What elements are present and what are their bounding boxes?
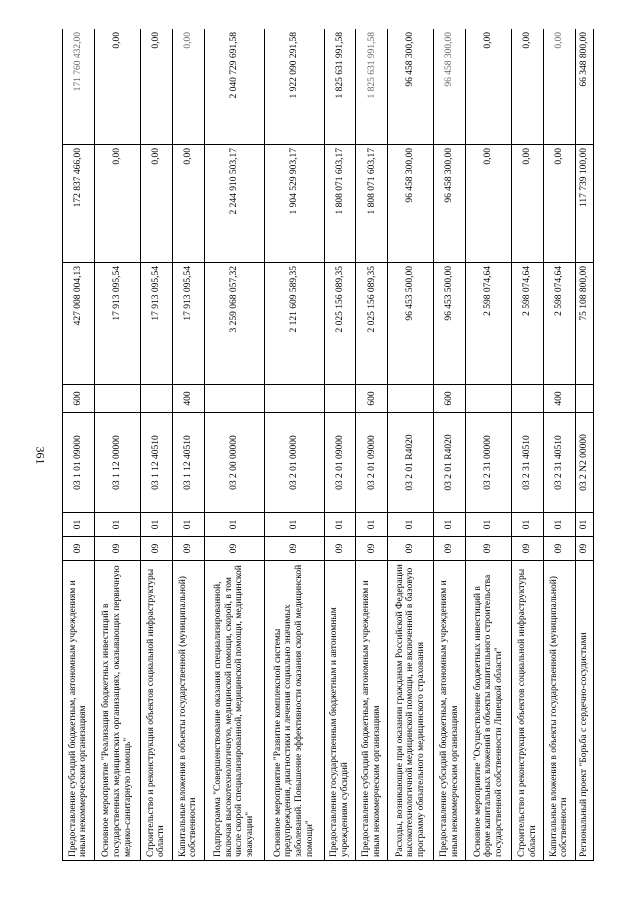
expense-type-cell: [575, 385, 593, 413]
row-name-cell: Региональный проект "Борьба с сердечно-сосудистыми: [575, 561, 593, 861]
grbs-code-cell: 09: [264, 537, 324, 561]
grbs-code-cell: 09: [63, 537, 95, 561]
row-name-cell: Капитальные вложения в объекты государственной (муниципальной) собственности: [172, 561, 204, 861]
expense-type-cell: [324, 385, 356, 413]
table-row: [544, 29, 576, 861]
table-row: [324, 29, 356, 861]
table-row: [172, 29, 204, 861]
target-article-cell: 03 1 12 40510: [140, 413, 172, 513]
expense-type-cell: [94, 385, 140, 413]
row-name-cell: Предоставление субсидий бюджетным, автономным учреждениям и иным некоммерческим организациям: [63, 561, 95, 861]
expense-type-cell: 400: [544, 385, 576, 413]
table-row: [575, 29, 593, 861]
row-name-cell: Основное мероприятие "Осуществление бюджетных инвестиций в форме капитальных вложений в объекты капитального строительства государственной собственности Липецкой области": [466, 561, 512, 861]
amount-year2-cell: 2 244 910 503,17: [204, 145, 264, 263]
grbs-code-cell: 09: [434, 537, 466, 561]
section-code-cell: 01: [264, 513, 324, 537]
section-code-cell: 01: [544, 513, 576, 537]
budget-table: [62, 29, 594, 861]
table-row: [140, 29, 172, 861]
table-row: [512, 29, 544, 861]
amount-year1-cell: 3 259 068 057,32: [204, 263, 264, 385]
grbs-code-cell: 09: [575, 537, 593, 561]
grbs-code-cell: 09: [324, 537, 356, 561]
row-name-cell: Капитальные вложения в объекты государственной (муниципальной) собственности: [544, 561, 576, 861]
section-code-cell: 01: [140, 513, 172, 537]
amount-year3-cell: 96 458 300,00: [388, 29, 434, 145]
target-article-cell: 03 1 12 40510: [172, 413, 204, 513]
amount-year1-cell: 2 598 074,64: [466, 263, 512, 385]
table-row: [94, 29, 140, 861]
budget-table-container: [62, 29, 594, 861]
expense-type-cell: 600: [356, 385, 388, 413]
amount-year2-cell: 96 458 300,00: [434, 145, 466, 263]
table-row: [63, 29, 95, 861]
row-name-cell: Строительство и реконструкция объектов социальной инфраструктуры области: [512, 561, 544, 861]
row-name-cell: Предоставление государственным бюджетным и автономным учреждениям субсидий: [324, 561, 356, 861]
amount-year2-cell: 1 808 071 603,17: [356, 145, 388, 263]
section-code-cell: 01: [434, 513, 466, 537]
amount-year2-cell: 1 808 071 603,17: [324, 145, 356, 263]
amount-year2-cell: 0,00: [544, 145, 576, 263]
target-article-cell: 03 1 12 00000: [94, 413, 140, 513]
amount-year1-cell: 17 913 095,54: [94, 263, 140, 385]
amount-year3-cell: 0,00: [140, 29, 172, 145]
amount-year3-cell: 0,00: [466, 29, 512, 145]
grbs-code-cell: 09: [94, 537, 140, 561]
target-article-cell: 03 2 31 40510: [512, 413, 544, 513]
expense-type-cell: 600: [434, 385, 466, 413]
section-code-cell: 01: [512, 513, 544, 537]
grbs-code-cell: 09: [466, 537, 512, 561]
expense-type-cell: 600: [63, 385, 95, 413]
amount-year1-cell: 427 008 004,13: [63, 263, 95, 385]
section-code-cell: 01: [94, 513, 140, 537]
expense-type-cell: [204, 385, 264, 413]
target-article-cell: 03 2 01 09000: [356, 413, 388, 513]
amount-year2-cell: 0,00: [94, 145, 140, 263]
target-article-cell: 03 2 01 R4020: [434, 413, 466, 513]
amount-year1-cell: 17 913 095,54: [172, 263, 204, 385]
amount-year1-cell: 75 108 800,00: [575, 263, 593, 385]
row-name-cell: Предоставление субсидий бюджетным, автономным учреждениям и иным некоммерческим организациям: [434, 561, 466, 861]
amount-year1-cell: 2 598 074,64: [544, 263, 576, 385]
amount-year2-cell: 0,00: [140, 145, 172, 263]
grbs-code-cell: 09: [140, 537, 172, 561]
grbs-code-cell: 09: [512, 537, 544, 561]
expense-type-cell: [466, 385, 512, 413]
row-name-cell: Основное мероприятие "Развитие комплексной системы предупреждения, диагностики и лечения социально значимых заболеваний. Повышение эффективности оказания скорой медицинской помощи": [264, 561, 324, 861]
amount-year2-cell: 1 904 529 903,17: [264, 145, 324, 263]
row-name-cell: Предоставление субсидий бюджетным, автономным учреждениям и иным некоммерческим организациям: [356, 561, 388, 861]
amount-year3-cell: 1 825 631 991,58: [324, 29, 356, 145]
grbs-code-cell: 09: [172, 537, 204, 561]
row-name-cell: Подпрограмма "Совершенствование оказания специализированной, включая высокотехнологичную, медицинской помощи, скорой, в том числе скорой специализированной, медицинской помощи, медицинской эвакуации": [204, 561, 264, 861]
amount-year3-cell: 0,00: [172, 29, 204, 145]
target-article-cell: 03 2 01 09000: [324, 413, 356, 513]
amount-year1-cell: 17 913 095,54: [140, 263, 172, 385]
target-article-cell: 03 2 00 00000: [204, 413, 264, 513]
amount-year3-cell: 66 348 800,00: [575, 29, 593, 145]
page-number: 361: [33, 446, 48, 465]
section-code-cell: 01: [575, 513, 593, 537]
target-article-cell: 03 2 01 R4020: [388, 413, 434, 513]
amount-year2-cell: 172 837 466,00: [63, 145, 95, 263]
amount-year2-cell: 0,00: [512, 145, 544, 263]
amount-year3-cell: 0,00: [544, 29, 576, 145]
amount-year3-cell: 0,00: [94, 29, 140, 145]
amount-year3-cell: 171 760 432,00: [63, 29, 95, 145]
target-article-cell: 03 2 31 00000: [466, 413, 512, 513]
amount-year1-cell: 2 598 074,64: [512, 263, 544, 385]
amount-year2-cell: 96 458 300,00: [388, 145, 434, 263]
section-code-cell: 01: [388, 513, 434, 537]
grbs-code-cell: 09: [544, 537, 576, 561]
amount-year3-cell: 1 825 631 991,58: [356, 29, 388, 145]
grbs-code-cell: 09: [356, 537, 388, 561]
row-name-cell: Расходы, возникающие при оказании гражданам Российской Федерации высокотехнологичной медицинской помощи, не включенной в базовую программу обязательного медицинского страхования: [388, 561, 434, 861]
section-code-cell: 01: [324, 513, 356, 537]
row-name-cell: Основное мероприятие "Реализация бюджетных инвестиций в государственных медицинских организациях, оказывающих первичную медико-санитарную помощь": [94, 561, 140, 861]
expense-type-cell: [264, 385, 324, 413]
table-row: [466, 29, 512, 861]
amount-year1-cell: 2 121 609 589,35: [264, 263, 324, 385]
target-article-cell: 03 2 01 00000: [264, 413, 324, 513]
amount-year1-cell: 96 453 500,00: [388, 263, 434, 385]
amount-year3-cell: 1 922 090 291,58: [264, 29, 324, 145]
amount-year2-cell: 0,00: [466, 145, 512, 263]
table-row: [356, 29, 388, 861]
amount-year1-cell: 2 025 156 089,35: [356, 263, 388, 385]
expense-type-cell: [140, 385, 172, 413]
target-article-cell: 03 2 31 40510: [544, 413, 576, 513]
budget-table-body: [63, 29, 594, 861]
section-code-cell: 01: [204, 513, 264, 537]
section-code-cell: 01: [172, 513, 204, 537]
amount-year2-cell: 117 739 100,00: [575, 145, 593, 263]
table-row: [388, 29, 434, 861]
rotated-page-area: [62, 29, 594, 861]
section-code-cell: 01: [466, 513, 512, 537]
table-row: [204, 29, 264, 861]
expense-type-cell: [388, 385, 434, 413]
expense-type-cell: 400: [172, 385, 204, 413]
grbs-code-cell: 09: [204, 537, 264, 561]
amount-year1-cell: 2 025 156 089,35: [324, 263, 356, 385]
section-code-cell: 01: [63, 513, 95, 537]
grbs-code-cell: 09: [388, 537, 434, 561]
target-article-cell: 03 2 N2 00000: [575, 413, 593, 513]
amount-year2-cell: 0,00: [172, 145, 204, 263]
amount-year3-cell: 0,00: [512, 29, 544, 145]
amount-year3-cell: 96 458 300,00: [434, 29, 466, 145]
row-name-cell: Строительство и реконструкция объектов социальной инфраструктуры области: [140, 561, 172, 861]
table-row: [434, 29, 466, 861]
table-row: [264, 29, 324, 861]
expense-type-cell: [512, 385, 544, 413]
target-article-cell: 03 1 01 09000: [63, 413, 95, 513]
amount-year1-cell: 96 453 500,00: [434, 263, 466, 385]
amount-year3-cell: 2 040 729 691,58: [204, 29, 264, 145]
section-code-cell: 01: [356, 513, 388, 537]
